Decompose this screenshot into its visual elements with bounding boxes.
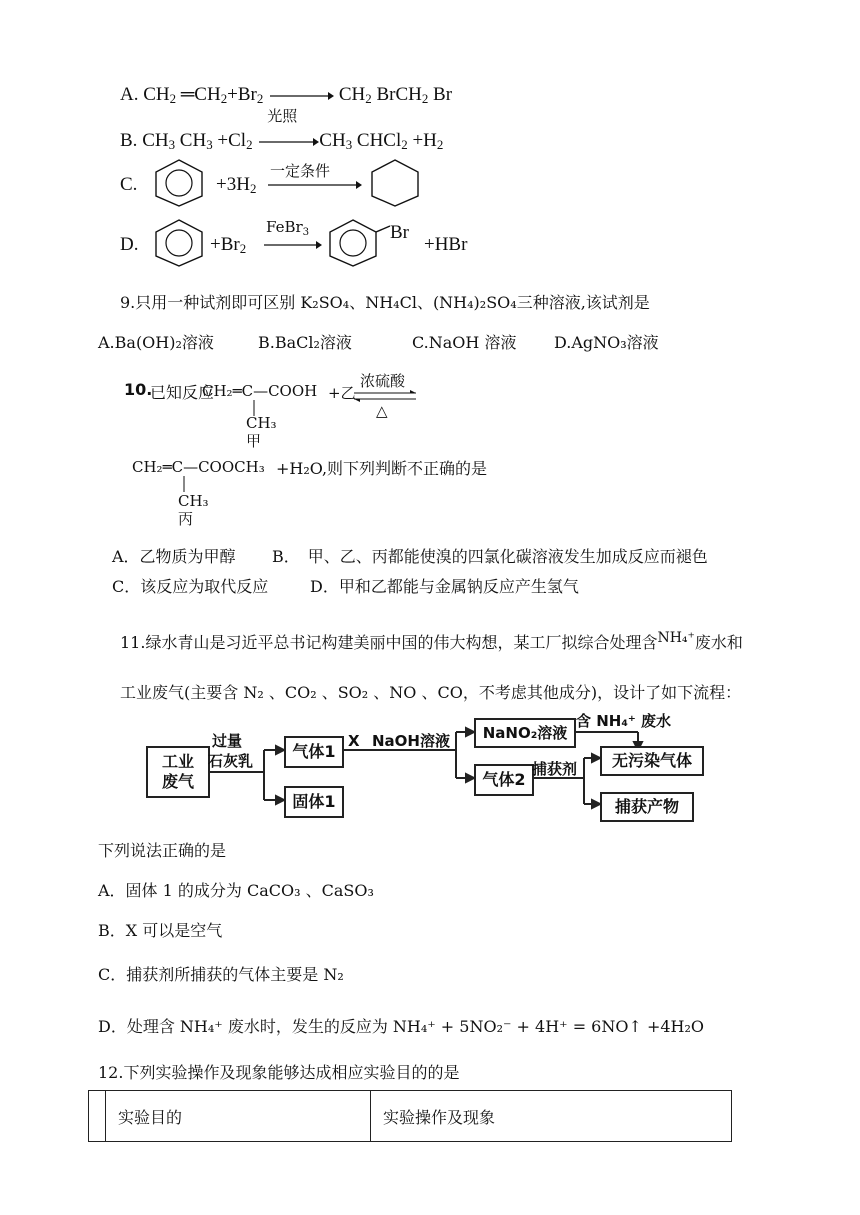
flow-box-gas1: 气体1 [284, 736, 344, 768]
q12-table [88, 1090, 732, 1142]
q9-option-a: A.Ba(OH)₂溶液 [98, 333, 214, 352]
flow-box-nano2: NaNO₂溶液 [474, 718, 576, 748]
q11-line1: 11.绿水青山是习近平总书记构建美丽中国的伟大构想，某工厂拟综合处理含NH₄⁺废水和 [120, 630, 743, 652]
flow-box-gas2: 气体2 [474, 764, 534, 796]
flow-box-capture-product: 捕获产物 [600, 792, 694, 822]
q10-option-c: C．该反应为取代反应 [112, 577, 269, 596]
q11-option-a: A．固体 1 的成分为 CaCO₃ 、CaSO₃ [98, 881, 374, 900]
flow-box-waste-gas: 工业 废气 [146, 746, 210, 798]
q10-num: 10. [124, 380, 153, 399]
q8-c-label: C. [120, 174, 138, 195]
q11-prompt: 下列说法正确的是 [98, 841, 227, 860]
q10-methyl-c: CH₃ [178, 492, 209, 510]
q11-option-b: B．X 可以是空气 [98, 921, 223, 940]
flow-box-solid1: 固体1 [284, 786, 344, 818]
q10-reactant-a: CH₂═C—COOH [202, 382, 318, 400]
q10-catalyst: 浓硫酸 [360, 372, 406, 390]
q10-option-b: B． 甲、乙、丙都能使溴的四氯化碳溶液发生加成反应而褪色 [272, 547, 708, 566]
q10-product: CH₂═C—COOCH₃ [132, 458, 265, 476]
q10-product-rest: +H₂O,则下列判断不正确的是 [276, 459, 488, 478]
q8-c-condition: 一定条件 [270, 162, 331, 180]
q10-methyl-a: CH₃ [246, 414, 277, 432]
q8-d-product-br: Br [390, 222, 409, 243]
q10-heat: △ [376, 402, 388, 420]
table-row [89, 1091, 732, 1142]
q8-d-product-extra: +HBr [424, 234, 468, 255]
q10-name-c: 丙 [178, 510, 194, 528]
q11-line1-ion: NH₄⁺ [657, 630, 695, 646]
q11-option-c: C．捕获剂所捕获的气体主要是 N₂ [98, 965, 344, 984]
flow-label-capture: 捕获剂 [532, 760, 578, 778]
q9-option-d: D.AgNO₃溶液 [554, 333, 659, 352]
q9-option-b: B.BaCl₂溶液 [258, 333, 352, 352]
q8-d-reagent: $+Br_2$ [210, 234, 247, 256]
table-cell-index [89, 1091, 106, 1142]
q8-d-condition: FeBr$_3$ [266, 218, 310, 238]
q8-option-b: B. $CH_3$ $CH_3 +Cl_2$ 光照 $CH_3$ CHCl$_2$ $+H_2$ [120, 130, 443, 153]
flow-label-lime: 石灰乳 [208, 752, 254, 770]
flow-label-naoh: NaOH溶液 [372, 732, 450, 750]
q11-line2: 工业废气(主要含 N₂ 、CO₂ 、SO₂ 、NO 、CO，不考虑其他成分)，设计了如下流程： [120, 683, 742, 702]
flow-label-x: X [348, 732, 360, 750]
table-header-purpose: 实验目的 [106, 1091, 371, 1142]
q11-option-d: D．处理含 NH₄⁺ 废水时，发生的反应为 NH₄⁺ + 5NO₂⁻ + 4H⁺ = 6NO↑ +4H₂O [98, 1017, 705, 1036]
q8-b-condition: 光照 [267, 108, 298, 125]
q10-plus-b: +乙 [328, 384, 356, 402]
q10-option-a: A．乙物质为甲醇 [112, 547, 236, 566]
flow-box-clean-gas: 无污染气体 [600, 746, 704, 776]
q8-b-label: B. [120, 130, 138, 151]
flow-label-nh4: 含 NH₄⁺ 废水 [576, 712, 672, 730]
q8-c-reagent: $+3H_2$ [216, 174, 257, 196]
table-header-operation: 实验操作及现象 [371, 1091, 732, 1142]
q8-a-label: A. [120, 84, 139, 105]
q9-stem: 9.只用一种试剂即可区别 K₂SO₄、NH₄Cl、(NH₄)₂SO₄三种溶液,该试剂是 [120, 293, 650, 312]
q8-option-a: A. $CH_2$ $═CH_2+Br_2$ $CH_2$ BrCH$_2$ Br [120, 84, 453, 106]
flow-label-excess: 过量 [212, 732, 243, 750]
q9-option-c: C.NaOH 溶液 [412, 333, 517, 352]
q10-name-a: 甲 [246, 432, 262, 450]
q12-stem: 12.下列实验操作及现象能够达成相应实验目的的是 [98, 1063, 460, 1082]
q10-option-d: D．甲和乙都能与金属钠反应产生氢气 [310, 577, 579, 596]
q10-stem-prefix: 已知反应 [150, 383, 215, 402]
q8-d-label: D. [120, 234, 139, 255]
